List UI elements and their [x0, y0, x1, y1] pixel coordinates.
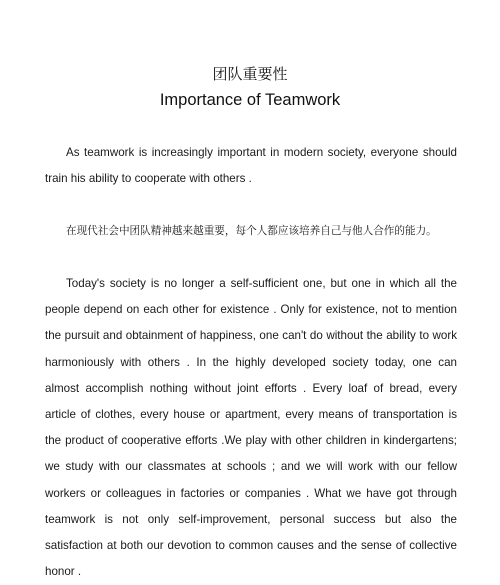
title-chinese: 团队重要性: [212, 65, 288, 83]
paragraph-body: Today's society is no longer a self-sufficient one, but one in which all the people depend on each other for existence . Only for existence, not to mention the pursuit and obtainment of happiness, one can't do without the ability to work harmoniously with others . In the highly developed society today, one can almost accomplish nothing without joint efforts . Every loaf of bread, every article of clothes, every house or apartment, every means of transportation is the product of cooperative efforts .We play with other children in kindergartens; we study with our classmates at schools ; and we will work with our fellow workers or colleagues in factories or companies . What we have got through teamwork is not only self-improvement, personal success but also the satisfaction at both our devotion to common causes and the sense of collective honor .: [45, 277, 457, 579]
title-english: Importance of Teamwork: [159, 91, 341, 109]
paragraph-intro-chinese: 在现代社会中团队精神越来越重要，每个人都应该培养自己与他人合作的能力。: [66, 225, 437, 237]
paragraph-intro-english: As teamwork is increasingly important in modern society, everyone should train his ability to cooperate with others .: [45, 146, 457, 185]
